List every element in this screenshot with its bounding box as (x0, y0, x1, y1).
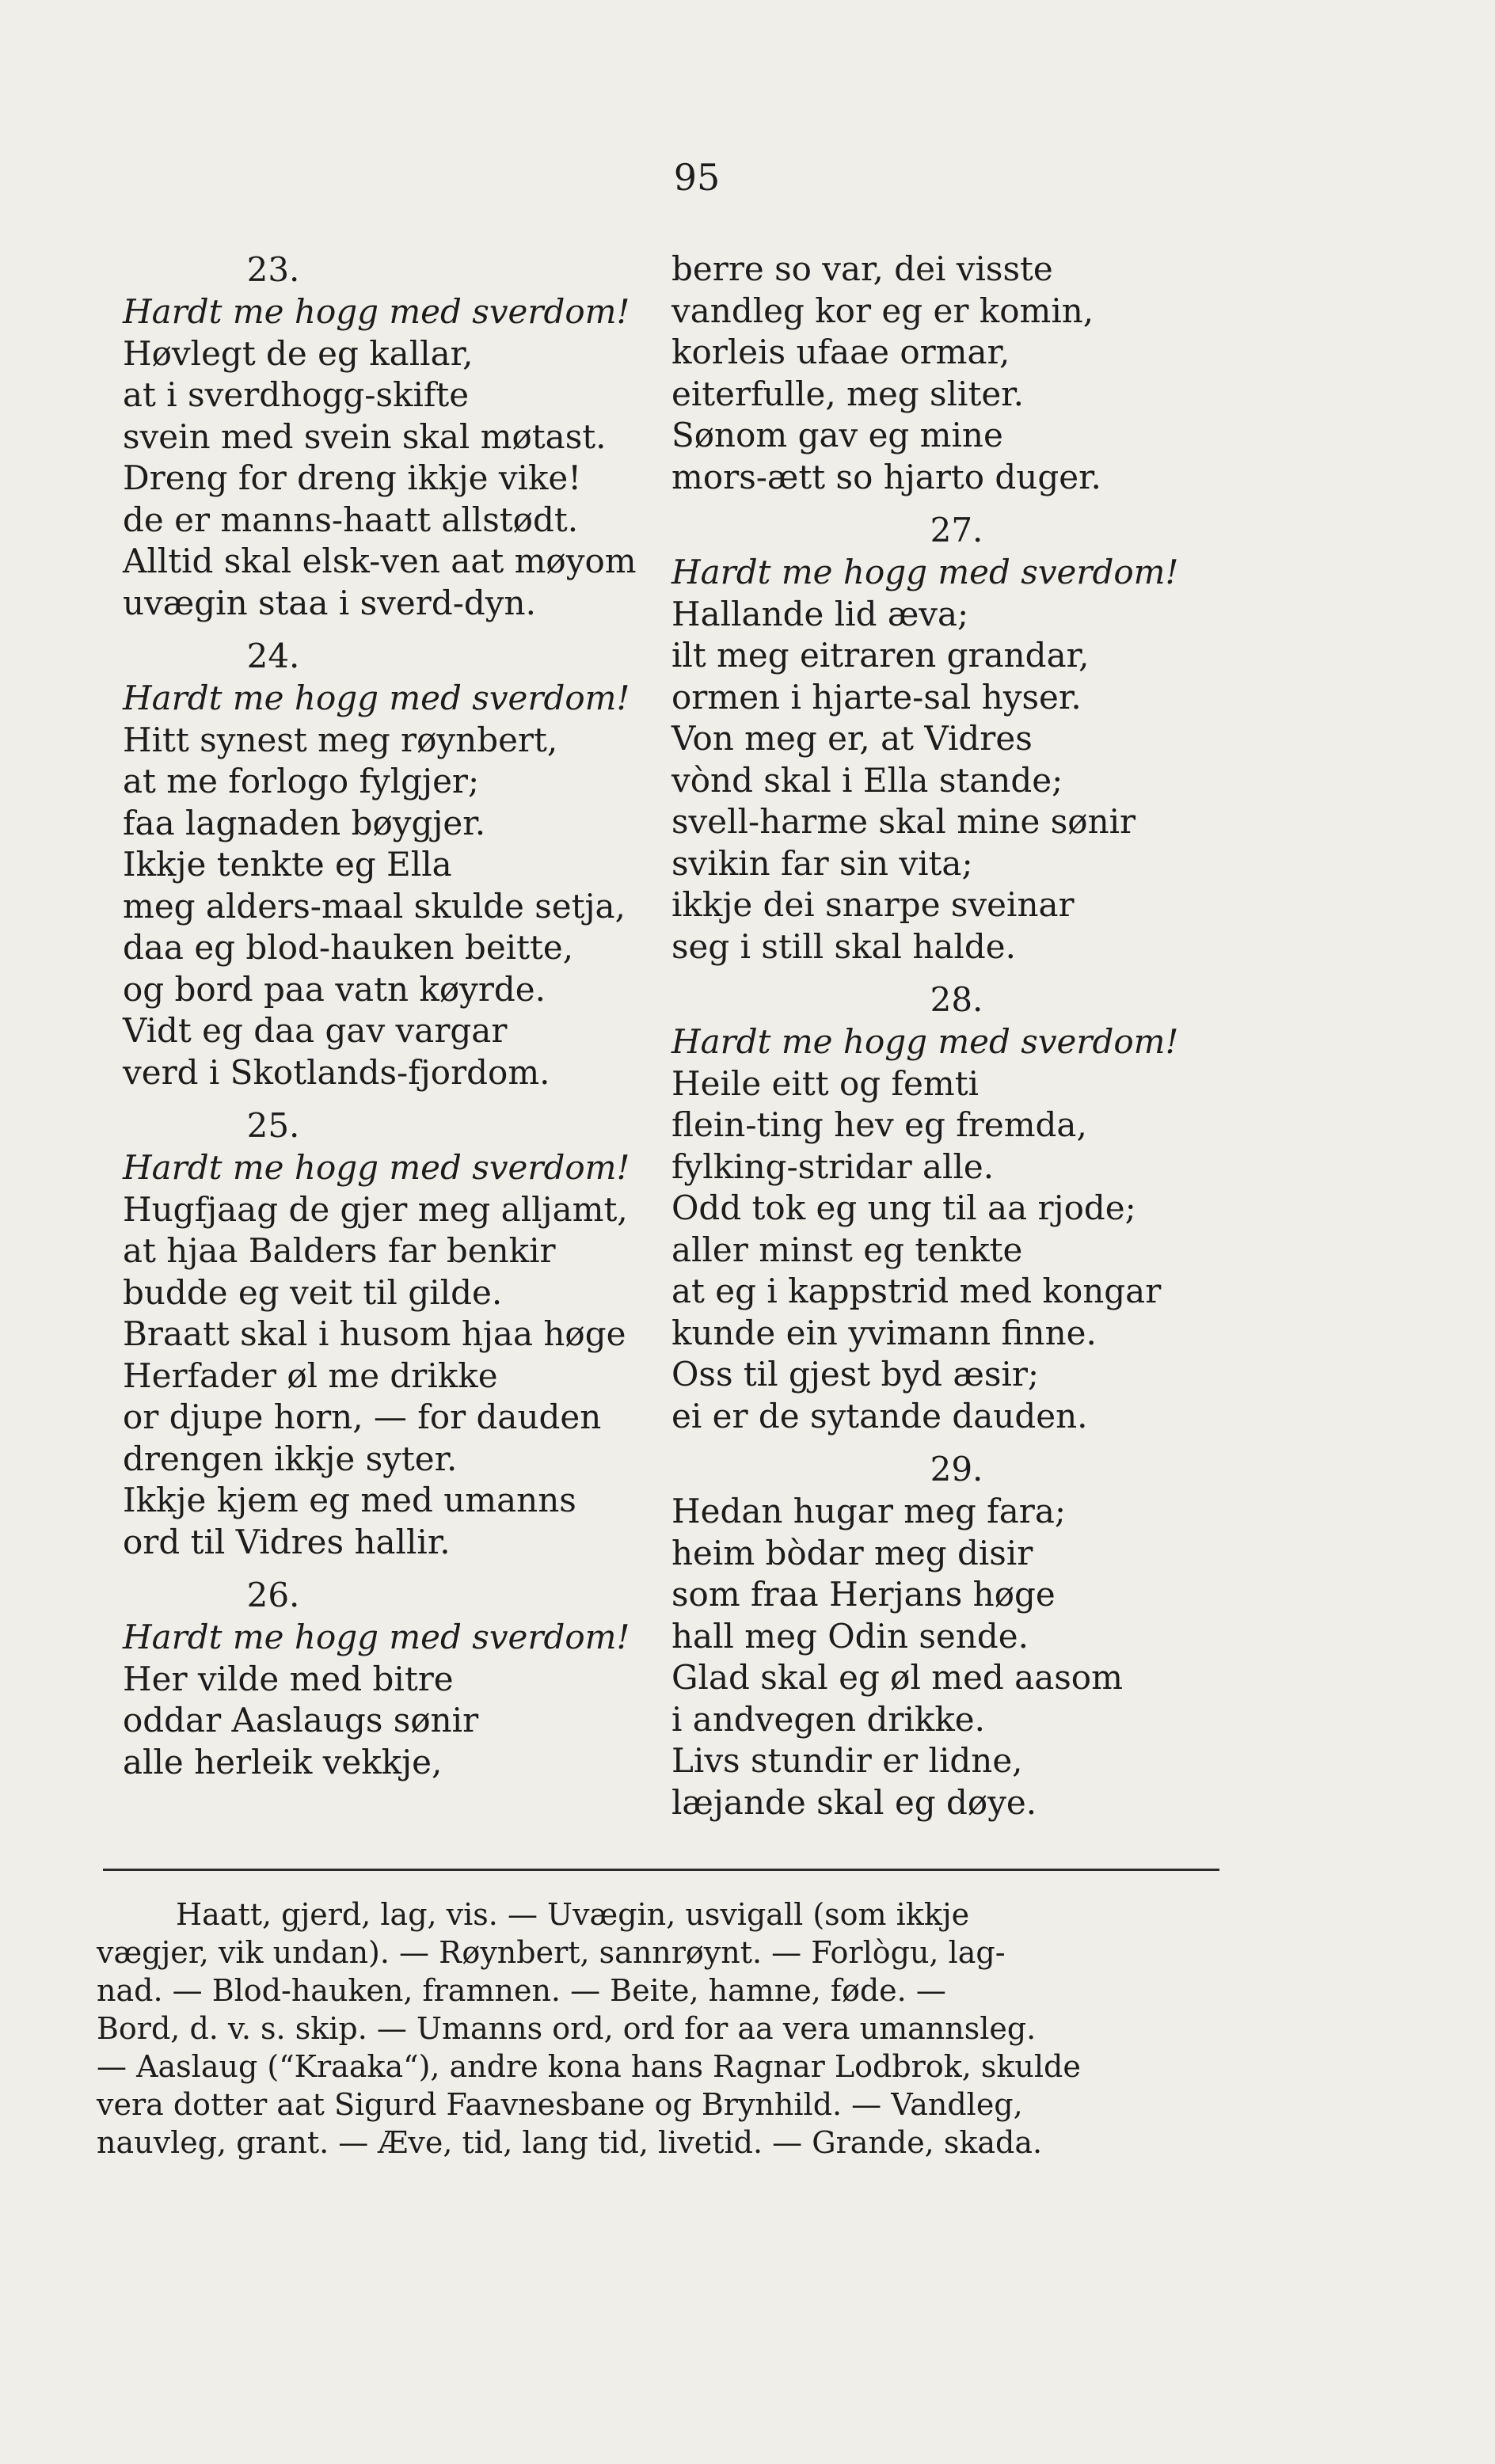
verse-line: Dreng for dreng ikkje vike! (123, 458, 582, 497)
stanza (123, 249, 725, 624)
footnote-line: — Aaslaug (“Kraaka“), andre kona hans Ragnar Lodbrok, skulde (97, 2049, 1081, 2084)
footnote-line: Haatt, gjerd, lag, vis. — Uvægin, usvigall (som ikkje (176, 1897, 970, 1932)
verse-line: at eg i kappstrid med kongar (671, 1272, 1162, 1310)
verse-line: mors-ætt so hjarto duger. (671, 457, 1101, 496)
stanza-refrain: Hardt me hogg med sverdom! (671, 1022, 1179, 1061)
stanza (123, 1574, 725, 1783)
verse-line: vònd skal i Ella stande; (671, 760, 1063, 800)
verse-line: oddar Aaslaugs sønir (123, 1701, 479, 1740)
verse-line: ei er de sytande dauden. (671, 1396, 1088, 1435)
verse-line: uvægin staa i sverd-dyn. (123, 583, 536, 622)
verse-line: at i sverdhogg-skifte (123, 375, 470, 414)
stanza-refrain: Hardt me hogg med sverdom! (123, 1618, 630, 1656)
stanza-number: 27. (930, 511, 983, 549)
verse-line: svein med svein skal møtast. (123, 416, 607, 456)
verse-line: flein-ting hev eg fremda, (671, 1105, 1087, 1144)
verse-line: Ikkje kjem eg med umanns (123, 1481, 576, 1519)
stanza-number: 23. (246, 250, 300, 289)
verse-line: Hedan hugar meg fara; (671, 1492, 1067, 1530)
verse-line: Hitt synest meg røynbert, (123, 720, 558, 759)
verse-line: or djupe horn, — for dauden (123, 1397, 602, 1436)
verse-line: ord til Vidres hallir. (123, 1522, 451, 1561)
stanza (123, 635, 725, 1093)
stanza-refrain: Hardt me hogg med sverdom! (123, 679, 630, 717)
verse-line: berre so var, dei visste (671, 249, 1053, 288)
verse-line: som fraa Herjans høge (671, 1575, 1056, 1614)
footnote-line: vera dotter aat Sigurd Faavnesbane og Brynhild. — Vandleg, (97, 2087, 1023, 2122)
verse-line: vandleg kor eg er komin, (671, 291, 1094, 330)
verse-line: Glad skal eg øl med aasom (671, 1658, 1123, 1697)
footnote-divider (103, 1869, 1219, 1871)
stanza (671, 979, 1273, 1437)
stanza-number: 28. (930, 980, 983, 1019)
stanza-refrain: Hardt me hogg med sverdom! (123, 1148, 630, 1187)
verse-line: Hugfjaag de gjer meg alljamt, (123, 1189, 628, 1229)
stanza (671, 509, 1273, 968)
stanza (123, 1105, 725, 1563)
stanza-refrain: Hardt me hogg med sverdom! (671, 553, 1179, 591)
stanza-continuation (671, 249, 1273, 498)
left-column (123, 238, 725, 1783)
stanza (671, 1448, 1273, 1823)
footnote-line: vægjer, vik undan). — Røynbert, sannrøynt. — Forlògu, lag- (97, 1935, 1006, 1970)
verse-line: aller minst eg tenkte (671, 1230, 1023, 1269)
verse-line: svell-harme skal mine sønir (671, 802, 1136, 841)
footnote-glossary (97, 1896, 1229, 2162)
verse-line: daa eg blod-hauken beitte, (123, 928, 574, 967)
verse-line: heim bòdar meg disir (671, 1533, 1033, 1572)
footnote-line: Bord, d. v. s. skip. — Umanns ord, ord for aa vera umannsleg. (97, 2011, 1037, 2046)
verse-line: Oss til gjest byd æsir; (671, 1355, 1040, 1394)
footnote-line: nad. — Blod-hauken, framnen. — Beite, hamne, føde. — (97, 1973, 946, 2008)
verse-line: korleis ufaae ormar, (671, 333, 1010, 371)
verse-line: Her vilde med bitre (123, 1659, 454, 1698)
verse-line: Vidt eg daa gav vargar (123, 1011, 508, 1050)
verse-line: og bord paa vatn køyrde. (123, 969, 546, 1009)
verse-line: Braatt skal i husom hjaa høge (123, 1314, 626, 1353)
verse-line: Hallande lid æva; (671, 594, 969, 633)
stanza-number: 25. (246, 1106, 300, 1145)
verse-line: i andvegen drikke. (671, 1699, 985, 1739)
stanza-number: 26. (246, 1576, 300, 1614)
verse-line: drengen ikkje syter. (123, 1439, 458, 1478)
verse-line: meg alders-maal skulde setja, (123, 886, 626, 926)
verse-line: de er manns-haatt allstødt. (123, 500, 579, 539)
page-number: 95 (673, 156, 721, 199)
stanza-number: 24. (246, 637, 300, 675)
verse-line: Høvlegt de eg kallar, (123, 333, 474, 373)
verse-line: Sønom gav eg mine (671, 416, 1003, 454)
verse-line: hall meg Odin sende. (671, 1616, 1029, 1656)
verse-line: kunde ein yvimann finne. (671, 1313, 1097, 1352)
verse-line: Livs stundir er lidne, (671, 1741, 1023, 1780)
verse-line: seg i still skal halde. (671, 926, 1016, 966)
stanza-refrain: Hardt me hogg med sverdom! (123, 292, 630, 331)
verse-line: ikkje dei snarpe sveinar (671, 885, 1075, 924)
verse-line: at hjaa Balders far benkir (123, 1231, 556, 1270)
verse-line: alle herleik vekkje, (123, 1742, 443, 1781)
verse-line: ilt meg eitraren grandar, (671, 636, 1090, 675)
verse-line: Odd tok eg ung til aa rjode; (671, 1188, 1136, 1227)
verse-line: verd i Skotlands-fjordom. (123, 1052, 550, 1092)
stanza-number: 29. (930, 1450, 983, 1489)
verse-line: fylking-stridar alle. (671, 1146, 995, 1186)
verse-line: at me forlogo fylgjer; (123, 762, 480, 800)
verse-line: svikin far sin vita; (671, 843, 973, 883)
verse-line: Ikkje tenkte eg Ella (123, 845, 452, 884)
verse-line: faa lagnaden bøygjer. (123, 803, 486, 842)
verse-line: Alltid skal elsk-ven aat møyom (123, 542, 637, 580)
verse-line: budde eg veit til gilde. (123, 1272, 503, 1312)
verse-line: læjande skal eg døye. (671, 1782, 1037, 1822)
verse-line: Heile eitt og femti (671, 1063, 980, 1103)
verse-line: ormen i hjarte-sal hyser. (671, 677, 1082, 717)
verse-line: Von meg er, at Vidres (671, 719, 1033, 758)
footnote-line: nauvleg, grant. — Æve, tid, lang tid, livetid. — Grande, skada. (97, 2125, 1043, 2160)
verse-line: Herfader øl me drikke (123, 1356, 498, 1395)
right-column (671, 249, 1273, 1823)
verse-line: eiterfulle, meg sliter. (671, 374, 1024, 413)
